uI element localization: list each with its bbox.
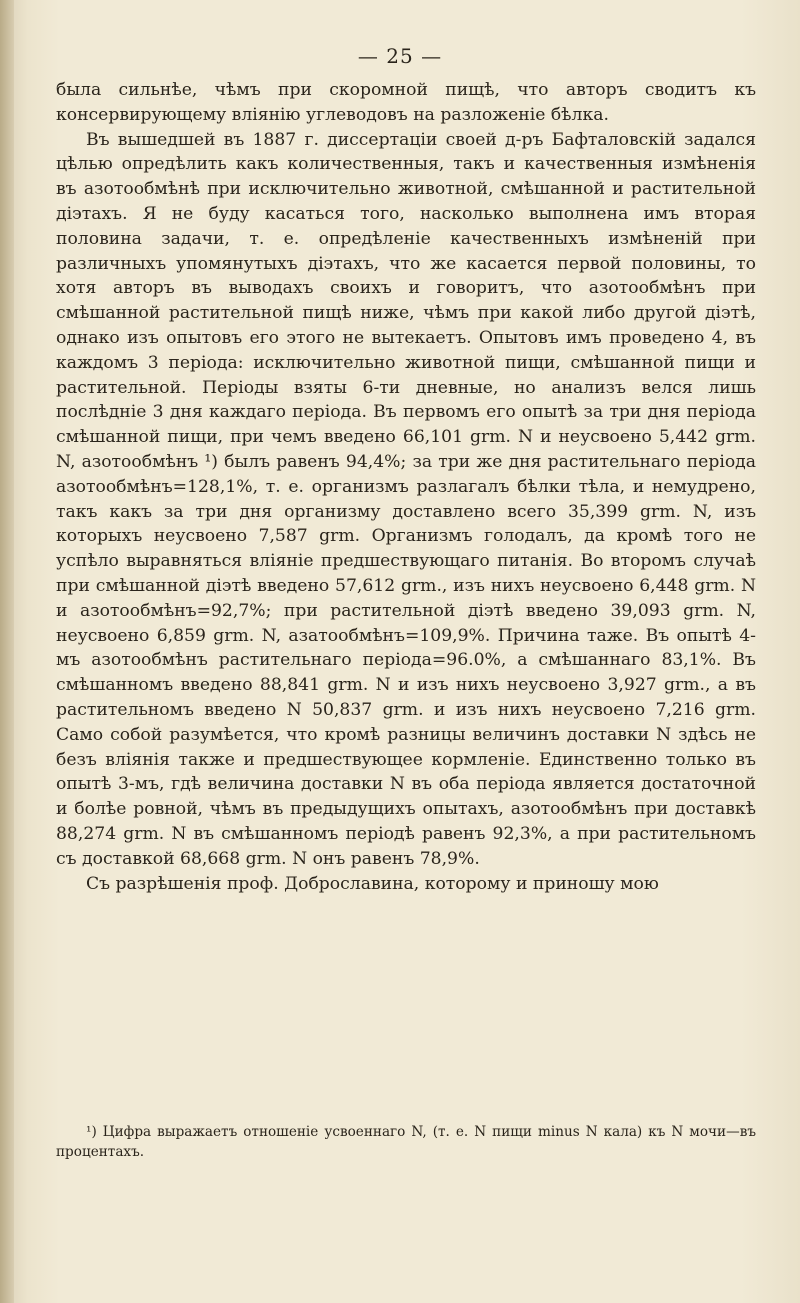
page-spine-shadow (0, 0, 14, 1303)
footnote (56, 1122, 756, 1162)
paragraph-2: Въ вышедшей въ 1887 г. диссертаціи своей д-ръ Бафталовскій задался цѣлью опредѣлить какъ количественныя, такъ и качественныя измѣненія въ азотообмѣнѣ при исключительно животной, смѣшанной и растительной діэтахъ. Я не буду касаться того, насколько выполнена имъ вторая половина задачи, т. е. опредѣленіе качественныхъ измѣненій при различныхъ упомянутыхъ діэтахъ, что же касается первой половины, то хотя авторъ въ выводахъ своихъ и говоритъ, что азотообмѣнъ при смѣшанной растительной пищѣ ниже, чѣмъ при какой либо другой діэтѣ, однако изъ опытовъ его этого не вытекаетъ. Опытовъ имъ проведено 4, въ каждомъ 3 періода: исключительно животной пищи, смѣшанной пищи и растительной. Періоды взяты 6-ти дневные, но анализъ велся лишь послѣдніе 3 дня каждаго періода. Въ первомъ его опытѣ за три дня періода смѣшанной пищи, при чемъ введено 66,101 grm. N и неусвоено 5,442 grm. N, азотообмѣнъ ¹) былъ равенъ 94,4%; за три же дня растительнаго періода азотообмѣнъ=128,1%, т. е. организмъ разлагалъ бѣлки тѣла, и немудрено, такъ какъ за три дня организму доставлено всего 35,399 grm. N, изъ которыхъ неусвоено 7,587 grm. Организмъ голодалъ, да кромѣ того не успѣло выравняться вліяніе предшествующаго питанія. Во второмъ случаѣ при смѣшанной діэтѣ введено 57,612 grm., изъ нихъ неусвоено 6,448 grm. N и азотообмѣнъ=92,7%; при растительной діэтѣ введено 39,093 grm. N, неусвоено 6,859 grm. N, азатообмѣнъ=109,9%. Причина таже. Въ опытѣ 4-мъ азотообмѣнъ растительнаго періода=96.0%, а смѣшаннаго 83,1%. Въ смѣшанномъ введено 88,841 grm. N и изъ нихъ неусвоено 3,927 grm., а въ растительномъ введено N 50,837 grm. и изъ нихъ неусвоено 7,216 grm. Само собой разумѣется, что кромѣ разницы величинъ доставки N здѣсь не безъ вліянія также и предшествующее кормленіе. Единственно только въ опытѣ 3-мъ, гдѣ величина доставки N въ оба періода является достаточной и болѣе ровной, чѣмъ въ предыдущихъ опытахъ, азотообмѣнъ при доставкѣ 88,274 grm. N въ смѣшанномъ періодѣ равенъ 92,3%, а при растительномъ съ доставкой 68,668 grm. N онъ равенъ 78,9%. (56, 129, 756, 869)
page-number: — 25 — (357, 44, 443, 68)
main-text (56, 78, 756, 896)
paragraph-3: Съ разрѣшенія проф. Доброславина, которому и приношу мою (86, 873, 659, 894)
footnote-text: ¹) Цифра выражаетъ отношеніе усвоеннаго N, (т. е. N пищи minus N кала) къ N мочи—въ процентахъ. (56, 1124, 756, 1160)
paragraph-1: была сильнѣе, чѣмъ при скоромной пищѣ, что авторъ сводитъ къ консервирующему вліянію углеводовъ на разложеніе бѣлка. (56, 80, 756, 125)
